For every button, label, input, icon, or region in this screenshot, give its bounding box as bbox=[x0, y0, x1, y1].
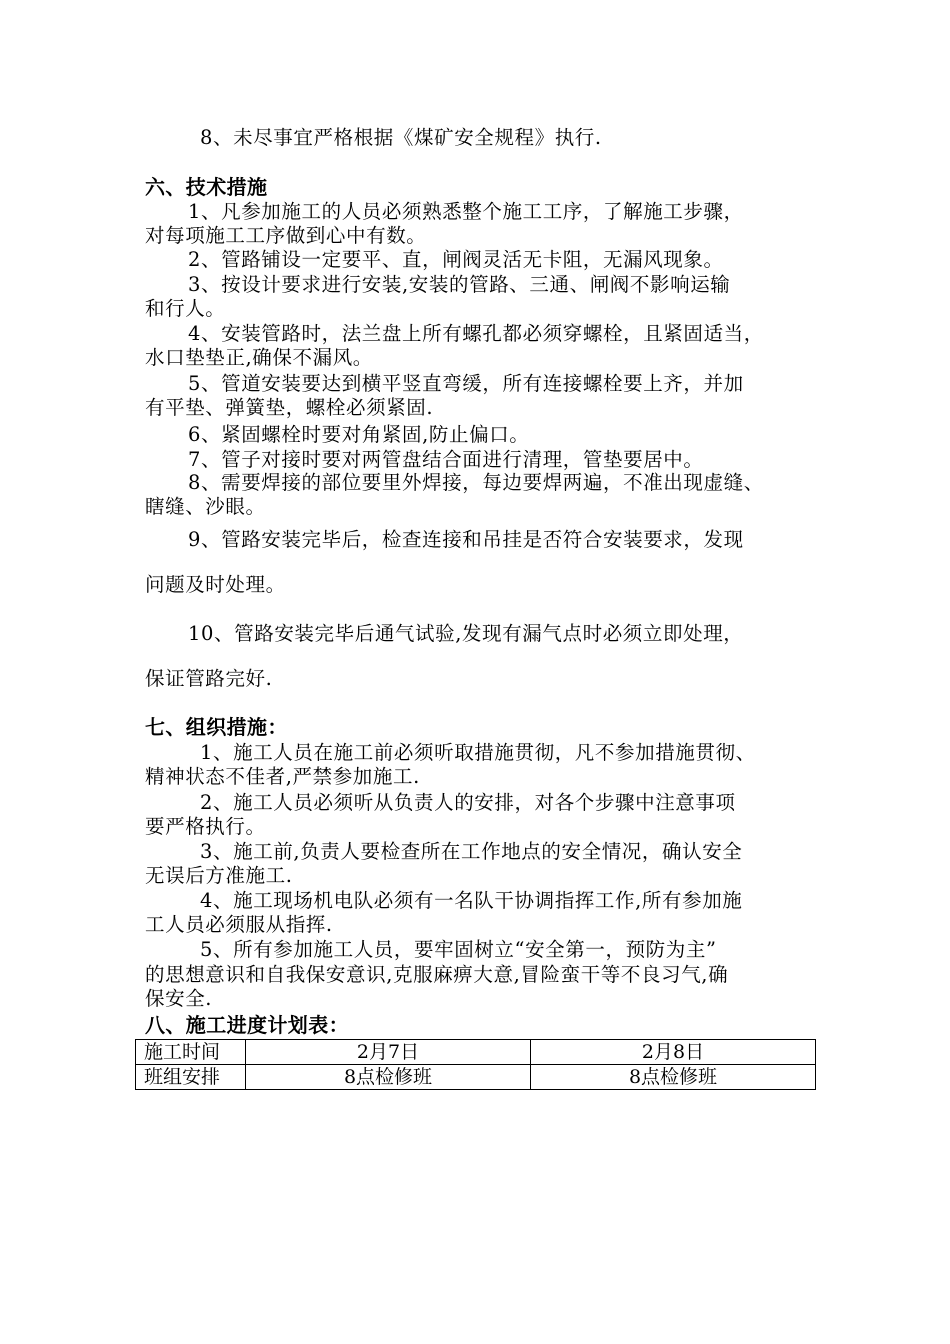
tech-line: 和行人。 bbox=[145, 297, 226, 320]
tech-line: 10、管路安装完毕后通气试验,发现有漏气点时必须立即处理， bbox=[188, 622, 744, 645]
org-line: 无误后方准施工. bbox=[145, 864, 293, 887]
org-line: 4、施工现场机电队必须有一名队干协调指挥工作,所有参加施 bbox=[200, 889, 743, 912]
previous-item-8: 8、未尽事宜严格根据《煤矿安全规程》执行. bbox=[200, 126, 602, 149]
tech-line: 有平垫、弹簧垫，螺栓必须紧固. bbox=[145, 396, 434, 419]
row-header-cell: 施工时间 bbox=[136, 1040, 246, 1065]
tech-line: 6、紧固螺栓时要对角紧固,防止偏口。 bbox=[188, 423, 530, 446]
tech-line: 4、安装管路时，法兰盘上所有螺孔都必须穿螺栓，且紧固适当， bbox=[188, 322, 764, 345]
table-cell: 8点检修班 bbox=[531, 1065, 816, 1090]
table-row bbox=[136, 1065, 816, 1090]
table-cell: 2月8日 bbox=[531, 1040, 816, 1065]
org-line: 精神状态不佳者,严禁参加施工. bbox=[145, 765, 420, 788]
org-line: 3、施工前,负责人要检查所在工作地点的安全情况，确认安全 bbox=[200, 840, 743, 863]
org-line: 1、施工人员在施工前必须听取措施贯彻，凡不参加措施贯彻、 bbox=[200, 741, 756, 764]
org-line: 工人员必须服从指挥. bbox=[145, 913, 333, 936]
table-cell: 2月7日 bbox=[246, 1040, 531, 1065]
tech-line: 5、管道安装要达到横平竖直弯缓，所有连接螺栓要上齐，并加 bbox=[188, 372, 744, 395]
org-line: 要严格执行。 bbox=[145, 815, 266, 838]
tech-line: 7、管子对接时要对两管盘结合面进行清理，管垫要居中。 bbox=[188, 448, 704, 471]
org-line: 5、所有参加施工人员，要牢固树立“安全第一，预防为主” bbox=[200, 938, 717, 961]
tech-line: 2、管路铺设一定要平、直，闸阀灵活无卡阻，无漏风现象。 bbox=[188, 248, 724, 271]
org-line: 的思想意识和自我保安意识,克服麻痹大意,冒险蛮干等不良习气,确 bbox=[145, 963, 729, 986]
section-heading-org: 七、组织措施： bbox=[145, 715, 288, 739]
tech-line: 问题及时处理。 bbox=[145, 573, 286, 596]
org-line: 2、施工人员必须听从负责人的安排，对各个步骤中注意事项 bbox=[200, 791, 736, 814]
section-heading-schedule: 八、施工进度计划表： bbox=[145, 1013, 349, 1037]
tech-line: 9、管路安装完毕后，检查连接和吊挂是否符合安装要求，发现 bbox=[188, 528, 744, 551]
tech-line: 瞎缝、沙眼。 bbox=[145, 495, 266, 518]
row-header-cell: 班组安排 bbox=[136, 1065, 246, 1090]
tech-line: 水口垫垫正,确保不漏风。 bbox=[145, 346, 373, 369]
tech-line: 3、按设计要求进行安装,安装的管路、三通、闸阀不影响运输 bbox=[188, 273, 731, 296]
tech-line: 保证管路完好. bbox=[145, 667, 273, 690]
section-heading-tech: 六、技术措施 bbox=[145, 175, 268, 199]
org-line: 保安全. bbox=[145, 987, 213, 1010]
tech-line: 1、凡参加施工的人员必须熟悉整个施工工序，了解施工步骤， bbox=[188, 200, 744, 223]
tech-line: 8、需要焊接的部位要里外焊接，每边要焊两遍，不准出现虚缝、 bbox=[188, 471, 764, 494]
schedule-table bbox=[135, 1039, 816, 1090]
tech-line: 对每项施工工序做到心中有数。 bbox=[145, 224, 427, 247]
table-row bbox=[136, 1040, 816, 1065]
table-cell: 8点检修班 bbox=[246, 1065, 531, 1090]
